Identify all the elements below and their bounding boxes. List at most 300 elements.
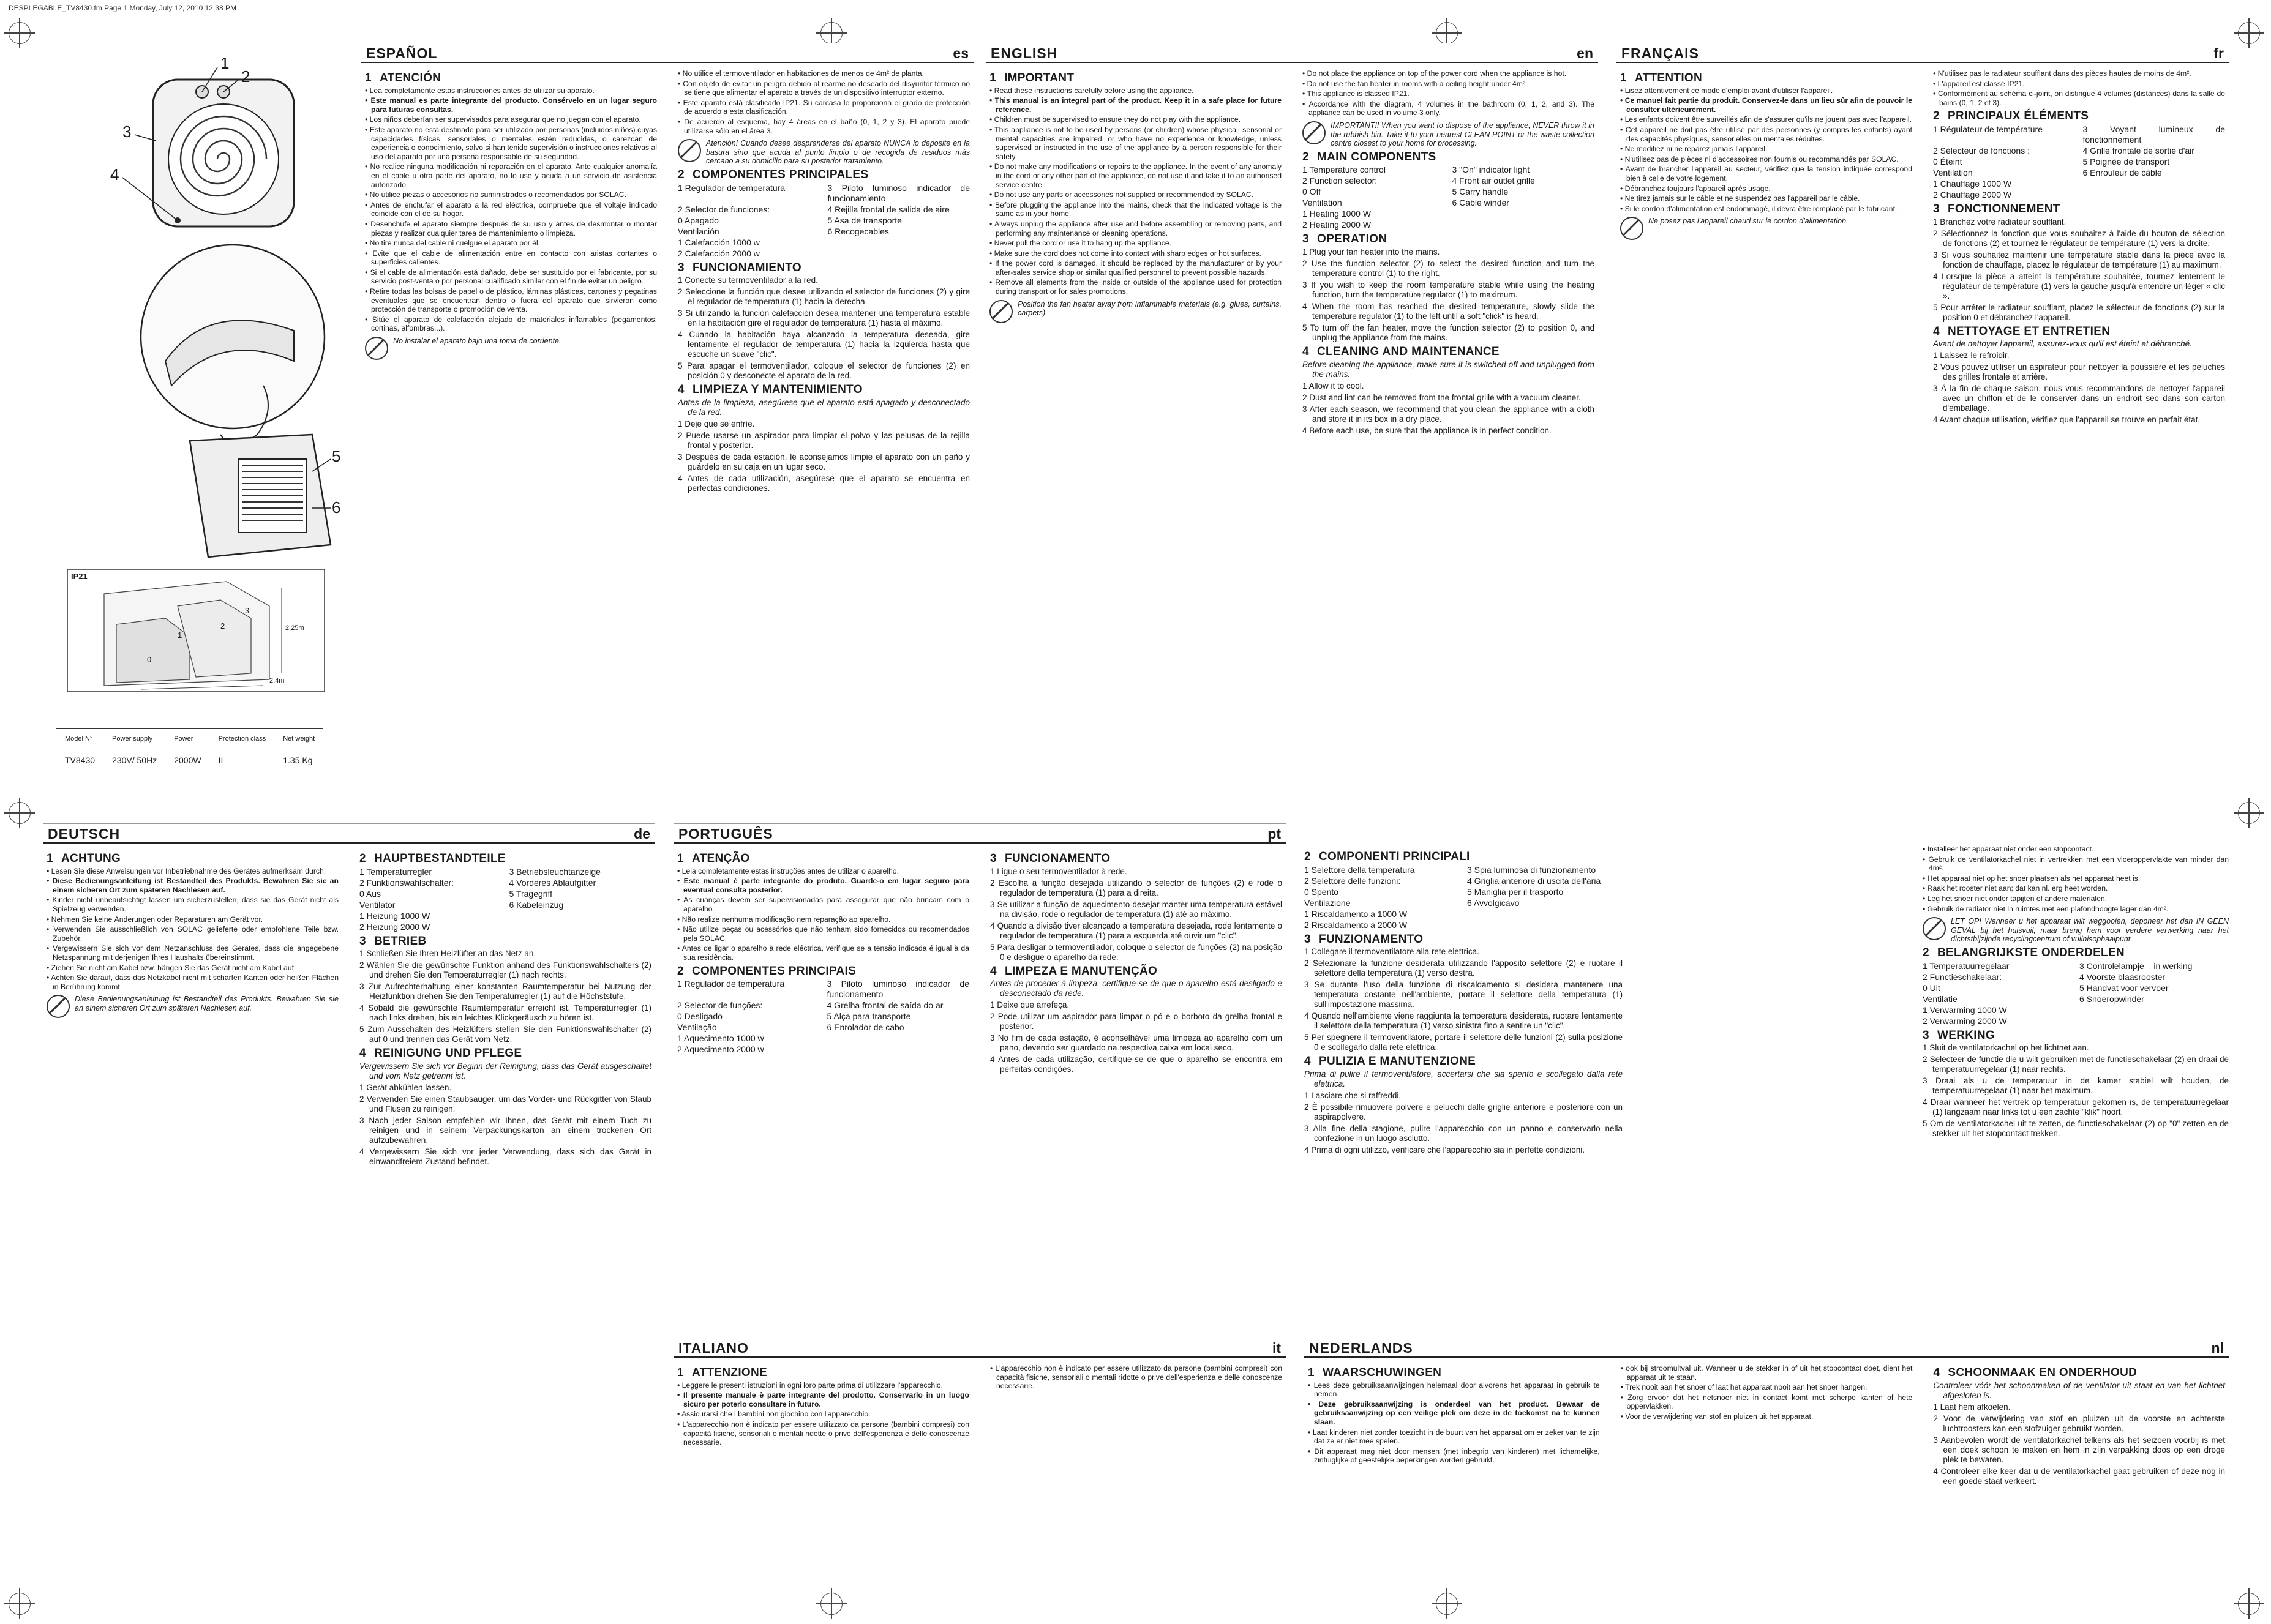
step: 4 Antes de cada utilización, asegúrese que el aparato se encuentra en perfectas condiciones.: [678, 473, 970, 493]
section-heading: 3 FONCTIONNEMENT: [1933, 202, 2060, 215]
bullet: • ook bij stroomuitval uit. Wanneer u de stekker in of uit het stopcontact doet, dient het apparaat uit te staan.: [1621, 1364, 1913, 1382]
bullet: • Diese Bedienungsanleitung ist Bestandteil des Produkts. Bewahren Sie sie an einem sicheren Ort zum späteren Nachlesen auf.: [47, 877, 339, 894]
step: 4 Draai wanneer het vertrek op temperatuur gekomen is, de temperatuurregelaar (1) langzaam naar links tot u een zachte "klik" hoort.: [1923, 1098, 2229, 1117]
component-item: 0 Éteint: [1933, 156, 1962, 167]
bullet: • No utilice piezas o accesorios no suministrados o recomendados por SOLAC.: [365, 190, 657, 200]
language-bar: [1616, 43, 2229, 63]
component-item: 1 Aquecimento 1000 w: [677, 1033, 764, 1044]
bullet: • No realice ninguna modificación ni reparación en el aparato. Ante cualquier anomalía en el cable u otra parte del aparato, no lo use y acuda a un servicio de asistencia autorizado.: [365, 162, 657, 189]
step: 1 Gerät abkühlen lassen.: [359, 1082, 452, 1092]
step: 1 Schließen Sie Ihren Heizlüfter an das Netz an.: [359, 949, 536, 959]
bullet: • L'apparecchio non è indicato per essere utilizzato da persone (bambini compresi) con capacità fisiche, sensoriali o mentali ridotte o prive dell'esperienza e delle conoscenze necessarie.: [677, 1420, 969, 1447]
warning-text: LET OP! Wanneer u het apparaat wilt weggooien, deponeer het dan IN GEEN GEVAL bij het huisvuil, maar breng hem voor verdere verwerking naar het dichtstbijzijnde recyclingcentrum of vuilnisophaalpunt.: [1951, 917, 2229, 944]
step: 2 Vous pouvez utiliser un aspirateur pour nettoyer la poussière et les peluches des grilles frontale et arrière.: [1933, 362, 2225, 382]
callout-6: 6: [332, 498, 341, 517]
step: 4 Controleer elke keer dat u de ventilatorkachel gaat gebruiken of deze nog in een goede staat verkeert.: [1933, 1466, 2226, 1486]
language-bar: [674, 1338, 1286, 1358]
section-heading: 1 ATTENTION: [1620, 72, 1703, 84]
bullet: • Do not use the fan heater in rooms with a ceiling height under 4m².: [1302, 80, 1594, 89]
bullet: • Não realize nenhuma modificação nem reparação ao aparelho.: [677, 915, 969, 924]
column: [677, 850, 969, 1076]
bullet: • Conformément au schéma ci-joint, on distingue 4 volumes (distances) dans la salle de bains (0, 1, 2 et 3).: [1933, 89, 2225, 107]
section-heading: 1 ATTENZIONE: [677, 1366, 767, 1379]
component-item: Ventilación: [678, 226, 719, 236]
column: [1308, 1364, 1600, 1488]
bullet: • Trek nooit aan het snoer of laat het apparaat nooit aan het snoer hangen.: [1621, 1383, 1913, 1392]
component-item: 2 Selector de funções:: [677, 1000, 763, 1011]
step: 4 Quando nell'ambiente viene raggiunta la temperatura desiderata, ruotare lentamente il selettore della temperatura (1) verso sinistra fino a sentire un "clic".: [1304, 1011, 1623, 1031]
bullet: • Avant de brancher l'appareil au secteur, vérifiez que la tension indiquée correspond bien à celle de votre logement.: [1620, 165, 1912, 182]
component-item: 3 Voyant lumineux de fonctionnement: [2082, 124, 2225, 144]
step: 1 Plug your fan heater into the mains.: [1302, 247, 1440, 256]
bullet: • Lesen Sie diese Anweisungen vor Inbetriebnahme des Gerätes aufmerksam durch.: [47, 867, 339, 876]
step: 1 Deixe que arrefeça.: [990, 1000, 1070, 1010]
bullet: • Ziehen Sie nicht am Kabel bzw. hängen Sie das Gerät nicht am Kabel auf.: [47, 964, 339, 973]
bullet: • Always unplug the appliance after use and before assembling or removing parts, and performing any maintenance or cleaning operations.: [989, 220, 1282, 238]
bullet: • Accordance with the diagram, 4 volumes in the bathroom (0, 1, 2, and 3). The appliance can be used in volume 3 only.: [1302, 100, 1594, 118]
component-item: 5 Carry handle: [1452, 187, 1509, 197]
component-item: 6 Recogecables: [827, 226, 889, 236]
component-item: 0 Off: [1302, 187, 1321, 197]
bullet: • Raak het rooster niet aan; dat kan nl. erg heet worden.: [1923, 884, 2229, 893]
language-bar: [361, 43, 974, 63]
component-item: 5 Tragegriff: [509, 888, 553, 899]
language-code: it: [1272, 1340, 1281, 1356]
bullet: • If the power cord is damaged, it should be replaced by the manufacturer or by your after-sales service shop or similar qualified personnel to prevent possible hazards.: [989, 259, 1282, 277]
registration-mark: [1436, 1593, 1458, 1615]
language-bar: [986, 43, 1598, 63]
step: 5 Zum Ausschalten des Heizlüfters stellen Sie den Funktionswahlschalter (2) auf 0 und trennen das Gerät vom Netz.: [359, 1025, 651, 1044]
bullet: • Leg het snoer niet onder tapijten of andere materialen.: [1923, 894, 2229, 904]
bullet: • Este manual é parte integrante do produto. Guarde-o em lugar seguro para eventual consulta posterior.: [677, 877, 969, 894]
step: 4 Vergewissern Sie sich vor jeder Verwendung, dass sich das Gerät in einwandfreiem Zustand befindet.: [359, 1147, 651, 1166]
component-item: 5 Asa de transporte: [827, 215, 902, 225]
bullet: • Deze gebruiksaanwijzing is onderdeel van het product. Bewaar de gebruiksaanwijzing op een veilige plek om deze in de toekomst na te kunnen slaan.: [1308, 1400, 1600, 1427]
step: 1 Collegare il termoventilatore alla rete elettrica.: [1304, 947, 1479, 957]
bullet: • Este aparato está clasificado IP21. Su carcasa le proporciona el grado de protección de acuerdo a esta clasificación.: [678, 99, 970, 116]
step: 4 When the room has reached the desired temperature, slowly slide the temperature regulator (1) to the left until a soft "click" is heard.: [1302, 301, 1594, 321]
specification-table: [56, 728, 323, 771]
component-item: 2 Riscaldamento a 2000 W: [1304, 919, 1408, 930]
spec-supply: 230V/ 50Hz: [112, 755, 157, 765]
component-item: 6 Avvolgicavo: [1467, 897, 1520, 908]
component-item: Ventilazione: [1304, 897, 1351, 908]
product-illustration: [110, 43, 343, 582]
component-item: 0 Apagado: [678, 215, 719, 225]
registration-mark: [2238, 802, 2260, 824]
disposal-warning: [1923, 917, 2229, 944]
component-item: 0 Spento: [1304, 886, 1339, 897]
component-item: 2 Calefacción 2000 w: [678, 248, 760, 258]
warning-text: Atención! Cuando desee desprenderse del aparato NUNCA lo deposite en la basura sino que acuda al punto limpio o de recogida de residuos más cercano a su domicilio para su posterior tratamiento.: [706, 139, 970, 166]
components-list: [359, 867, 651, 932]
section-heading: 2 COMPONENTI PRINCIPALI: [1304, 850, 1470, 863]
bullet: • Read these instructions carefully before using the appliance.: [989, 86, 1282, 95]
bullet: • Do not place the appliance on top of the power cord when the appliance is hot.: [1302, 69, 1594, 78]
component-item: 1 Chauffage 1000 W: [1933, 178, 2012, 189]
registration-mark: [820, 1593, 843, 1615]
bullet: • Children must be supervised to ensure they do not play with the appliance.: [989, 115, 1282, 124]
language-bar: [1304, 1338, 2229, 1358]
ip-label: IP21: [71, 572, 88, 581]
language-bar: [43, 823, 655, 844]
column: [1304, 823, 1623, 1155]
bullet: • Leggere le presenti istruzioni in ogni loro parte prima di utilizzare l'apparecchio.: [677, 1381, 969, 1390]
step: 2 Puede usarse un aspirador para limpiar el polvo y las pelusas de la rejilla frontal y posterior.: [678, 430, 970, 450]
spec-power: 2000W: [174, 755, 201, 765]
bullet: • Verwenden Sie ausschließlich von SOLAC gelieferte oder empfohlene Teile bzw. Zubehör.: [47, 925, 339, 943]
component-item: 6 Enrolador de cabo: [827, 1022, 904, 1033]
component-item: 3 Piloto luminoso indicador de funcionamento: [827, 979, 969, 1000]
section-english: [986, 43, 1598, 796]
bullet: • N'utilisez pas de pièces ni d'accessoires non fournis ou recommandés par SOLAC.: [1620, 155, 1912, 164]
callout-5: 5: [332, 447, 341, 465]
bullet: • This appliance is classed IP21.: [1302, 89, 1594, 99]
step: 1 Laissez-le refroidir.: [1933, 351, 2010, 361]
step: 5 Para desligar o termoventilador, coloque o selector de funções (2) na posição 0 e desligue o aparelho da rede.: [990, 942, 1282, 962]
height-dimension: 2,25m: [285, 624, 304, 632]
section-heading: 1 IMPORTANT: [989, 72, 1075, 84]
component-item: 5 Maniglia per il trasporto: [1467, 886, 1564, 897]
section-heading: 4 CLEANING AND MAINTENANCE: [1302, 345, 1500, 358]
step: 4 Quando a divisão tiver alcançado a temperatura desejada, rode lentamente o regulador de temperatura (1) para a esquerda até ouvir um "clic".: [990, 921, 1282, 940]
step: 3 Aanbevolen wordt de ventilatorkachel telkens als het seizoen voorbij is met een doek schoon te maken en hem in zijn verpakking doos op een droge plek te bewaren.: [1933, 1435, 2226, 1464]
step: 1 Laat hem afkoelen.: [1933, 1402, 2011, 1412]
disposal-warning: [1302, 121, 1594, 148]
warning-text: Ne posez pas l'appareil chaud sur le cordon d'alimentation.: [1648, 217, 1849, 226]
warning-text: Position the fan heater away from inflammable materials (e.g. glues, curtains, carpets).: [1018, 299, 1282, 318]
bullet: • Het apparaat niet op het snoer plaatsen als het apparaat heet is.: [1923, 874, 2229, 883]
bullet: • Lees deze gebruiksaanwijzingen helemaal door alvorens het apparaat in gebruik te nemen.: [1308, 1381, 1600, 1399]
column: [990, 850, 1282, 1076]
language-code: de: [634, 826, 650, 842]
spec-header-weight: Net weight: [274, 729, 323, 749]
component-item: 1 Temperatuurregelaar: [1923, 960, 2010, 971]
spec-header-row: [56, 729, 323, 749]
warning-block: [1620, 217, 1912, 240]
language-title: PORTUGUÊS: [678, 826, 773, 842]
component-item: 0 Uit: [1923, 982, 1940, 993]
bullet: • Never pull the cord or use it to hang up the appliance.: [989, 239, 1282, 248]
section-italiano-continued: [1304, 823, 1623, 1331]
component-item: 6 Cable winder: [1452, 198, 1509, 208]
component-item: 3 Betriebsleuchtanzeige: [509, 866, 601, 877]
language-bar: [674, 823, 1286, 844]
step: 2 Dust and lint can be removed from the frontal grille with a vacuum cleaner.: [1302, 392, 1581, 402]
warning-text: IMPORTANT!! When you want to dispose of the appliance, NEVER throw it in the rubbish bin. Take it to your nearest CLEAN POINT or the waste collection centre closest to your home for processing.: [1331, 121, 1594, 148]
component-item: 1 Heating 1000 W: [1302, 209, 1372, 219]
step: 5 Per spegnere il termoventilatore, portare il selettore delle funzioni (2) sulla posizione 0 e scollegarlo dalla rete elettrica.: [1304, 1033, 1623, 1052]
language-title: ITALIANO: [678, 1340, 749, 1356]
components-list: [1933, 124, 2225, 200]
component-item: 5 Poignée de transport: [2082, 156, 2170, 167]
bullet: • Los niños deberían ser supervisados para asegurar que no juegan con el aparato.: [365, 115, 657, 124]
column: [678, 69, 970, 495]
component-item: Ventilation: [1933, 167, 1973, 178]
step: 3 Zur Aufrechterhaltung einer konstanten Raumtemperatur bei Nutzung der Heizfunktion drehen Sie den Temperaturregler (1) auf die Höchststufe.: [359, 982, 651, 1001]
component-item: 4 Vorderes Ablaufgitter: [509, 877, 596, 888]
bullet: • Lisez attentivement ce mode d'emploi avant d'utiliser l'appareil.: [1620, 86, 1912, 95]
step: Prima di pulire il termoventilatore, accertarsi che sia spento e scollegato dalla rete elettrica.: [1304, 1069, 1623, 1088]
component-item: 1 Temperaturregler: [359, 866, 432, 877]
section-heading: 3 FUNZIONAMENTO: [1304, 932, 1424, 946]
step: 4 Before each use, be sure that the appliance is in perfect condition.: [1302, 425, 1552, 435]
step: 4 Avant chaque utilisation, vérifiez que l'appareil se trouve en parfait état.: [1933, 415, 2201, 425]
component-item: 1 Riscaldamento a 1000 W: [1304, 908, 1408, 919]
bullet: • L'apparecchio non è indicato per essere utilizzato da persone (bambini compresi) con capacità fisiche, sensoriali o mentali ridotte o prive dell'esperienza e delle conoscenze necessarie.: [990, 1364, 1282, 1391]
bullet: • Remove all elements from the inside or outside of the appliance used for protection during transport or for sales promotions.: [989, 278, 1282, 296]
column: [1620, 69, 1912, 427]
step: 2 Sélectionnez la fonction que vous souhaitez à l'aide du bouton de sélection de fonctions (2) et tournez le régulateur de température (1) vers la droite.: [1933, 228, 2225, 248]
column: [47, 850, 339, 1169]
component-item: 1 Verwarming 1000 W: [1923, 1005, 2007, 1015]
step: 1 Sluit de ventilatorkachel op het lichtnet aan.: [1923, 1043, 2089, 1053]
components-list: [1304, 865, 1623, 930]
bullet: • Laat kinderen niet zonder toezicht in de buurt van het apparaat om er zeker van te zijn dat ze er niet mee spelen.: [1308, 1428, 1600, 1446]
bullet: • Voor de verwijdering van stof en pluizen uit het apparaat.: [1621, 1412, 1913, 1421]
language-code: nl: [2211, 1340, 2224, 1356]
bullet: • No utilice el termoventilador en habitaciones de menos de 4m² de planta.: [678, 69, 970, 78]
component-item: 0 Desligado: [677, 1011, 723, 1022]
component-item: 2 Verwarming 2000 W: [1923, 1016, 2007, 1026]
step: 3 Después de cada estación, le aconsejamos limpie el aparato con un paño y guárdelo en su caja en un lugar seco.: [678, 452, 970, 471]
component-item: 2 Funktionswahlschalter:: [359, 877, 454, 888]
section-heading: 2 MAIN COMPONENTS: [1302, 150, 1436, 163]
registration-mark: [9, 1593, 31, 1615]
bullet: • Con objeto de evitar un peligro debido al rearme no deseado del disyuntor térmico no se tiene que alimentar el aparato a través de un dispositivo interruptor externo.: [678, 80, 970, 97]
components-list: [678, 183, 970, 259]
components-list: [1923, 961, 2229, 1027]
callout-1: 1: [220, 54, 230, 72]
print-header-line: DESPLEGABLE_TV8430.fm Page 1 Monday, July 12, 2010 12:38 PM: [9, 4, 236, 12]
component-item: Ventilatie: [1923, 993, 1958, 1004]
zone-1-label: 1: [178, 631, 182, 640]
width-dimension: 2,4m: [269, 677, 285, 684]
component-item: 2 Heating 2000 W: [1302, 220, 1372, 230]
section-heading: 1 ATENCIÓN: [365, 72, 441, 84]
column: [1933, 1364, 2225, 1488]
bullet: • Desenchufe el aparato siempre después de su uso y antes de desmontar o montar piezas y realizar cualquier tarea de mantenimiento o limpieza.: [365, 220, 657, 238]
step: 2 Voor de verwijdering van stof en pluizen uit de voorste en achterste luchtroosters kan een stofzuiger gebruikt worden.: [1933, 1413, 2226, 1433]
component-item: 3 Controlelampje – in werking: [2079, 960, 2193, 971]
component-item: 0 Aus: [359, 888, 381, 899]
component-item: 3 Spia luminosa di funzionamento: [1467, 864, 1596, 875]
language-title: ESPAÑOL: [366, 45, 438, 61]
warning-block: [365, 337, 657, 360]
step: 3 Si utilizando la función calefacción desea mantener una temperatura estable en la habitación gire el regulador de temperatura (1) hasta el máximo.: [678, 309, 970, 328]
section-heading: 4 REINIGUNG UND PFLEGE: [359, 1047, 522, 1060]
step: 1 Deje que se enfríe.: [678, 419, 755, 428]
step: 3 No fim de cada estação, é aconselhável uma limpeza ao aparelho com um pano, devendo ser guardado na respectiva caixa em local seco.: [990, 1033, 1282, 1053]
bullet: • This appliance is not to be used by persons (or children) whose physical, sensorial or mental capacities are impaired, or who have no experience or knowledge, unless supervised or instructed in the use of the appliance by a person responsible for their safety.: [989, 125, 1282, 161]
section-portugues: [674, 823, 1286, 1331]
bullet: • Zorg ervoor dat het netsnoer niet in contact komt met scherpe kanten of hete oppervlakken.: [1621, 1393, 1913, 1411]
section-heading: 2 COMPONENTES PRINCIPALES: [678, 168, 869, 181]
section-heading: 2 PRINCIPAUX ÉLÉMENTS: [1933, 110, 2089, 123]
bullet: • This manual is an integral part of the product. Keep it in a safe place for future reference.: [989, 96, 1282, 114]
bullet: • Before plugging the appliance into the mains, check that the indicated voltage is the same as in your home.: [989, 201, 1282, 219]
bullet: • Ne modifiez ni ne réparez jamais l'appareil.: [1620, 144, 1912, 154]
spec-header-class: Protection class: [210, 729, 275, 749]
section-francais: [1616, 43, 2229, 796]
section-heading: 3 FUNCIONAMENTO: [990, 852, 1111, 865]
bullet: • N'utilisez pas le radiateur soufflant dans des pièces hautes de moins de 4m².: [1933, 69, 2225, 78]
step: Antes de proceder à limpeza, certifique-se de que o aparelho está desligado e desconectado da rede.: [990, 979, 1282, 998]
component-item: 2 Sélecteur de fonctions :: [1933, 145, 2030, 155]
warning-text: Diese Bedienungsanleitung ist Bestandteil des Produkts. Bewahren Sie sie an einem sicheren Ort zum späteren Nachlesen auf.: [75, 995, 339, 1012]
section-heading: 4 SCHOONMAAK EN ONDERHOUD: [1933, 1366, 2138, 1379]
section-nederlands: [1304, 1338, 2229, 1582]
component-item: 3 Piloto luminoso indicador de funcionamiento: [827, 182, 970, 203]
component-item: 4 Griglia anteriore di uscita dell'aria: [1467, 875, 1601, 886]
bullet: • Dit apparaat mag niet door mensen (met inbegrip van kinderen) met lichamelijke, zintuiglijke of geestelijke beperkingen worden gebruikt.: [1308, 1447, 1600, 1465]
components-list: [1302, 165, 1594, 230]
step: 2 È possibile rimuovere polvere e pelucchi dalle griglie anteriore e posteriore con un aspirapolvere.: [1304, 1102, 1623, 1121]
warning-block: [989, 300, 1282, 323]
registration-mark: [1436, 22, 1458, 44]
component-item: 2 Chauffage 2000 W: [1933, 189, 2012, 200]
section-heading: 3 WERKING: [1923, 1028, 1995, 1042]
bin-crossed-icon: [1302, 121, 1326, 144]
step: 4 Cuando la habitación haya alcanzado la temperatura deseada, gire lentamente el regulador de temperatura (1) hacia la izquierda hasta que escuche un suave "clic".: [678, 330, 970, 359]
step: 3 À la fin de chaque saison, nous vous recommandons de nettoyer l'appareil avec un chiffon et de le conserver dans un endroit sec dans son carton d'emballage.: [1933, 384, 2225, 413]
heater-drawing: [110, 43, 343, 582]
warning-block: [47, 995, 339, 1018]
component-item: Ventilation: [1302, 198, 1342, 208]
step: 4 Sobald die gewünschte Raumtemperatur erreicht ist, Temperaturregler (1) nach links drehen, bis ein leichtes Klickgeräusch zu hören ist.: [359, 1003, 651, 1023]
component-item: 5 Alça para transporte: [827, 1011, 911, 1022]
component-item: 1 Régulateur de température: [1933, 124, 2043, 134]
language-title: NEDERLANDS: [1309, 1340, 1413, 1356]
column: [677, 1364, 969, 1448]
component-item: 6 Enrouleur de câble: [2082, 167, 2162, 178]
bullet: • Leia completamente estas instruções antes de utilizar o aparelho.: [677, 867, 969, 876]
bullet: • Gebruik de radiator niet in ruimtes met een plafondhoogte lager dan 4m².: [1923, 905, 2229, 914]
prohibited-icon: [365, 337, 388, 360]
component-item: 2 Aquecimento 2000 w: [677, 1044, 764, 1055]
zone-3-label: 3: [245, 606, 250, 615]
section-heading: 4 NETTOYAGE ET ENTRETIEN: [1933, 324, 2111, 338]
registration-mark: [2238, 1593, 2260, 1615]
component-item: 4 Front air outlet grille: [1452, 176, 1535, 186]
column: [365, 69, 657, 495]
bullet: • Installeer het apparaat niet onder een stopcontact.: [1923, 845, 2229, 854]
step: 5 To turn off the fan heater, move the function selector (2) to position 0, and unplug the appliance from the mains.: [1302, 323, 1594, 342]
component-item: 1 Selettore della temperatura: [1304, 864, 1415, 875]
bullet: • Kinder nicht unbeaufsichtigt lassen um sicherzustellen, dass sie das Gerät nicht als Spielzeug verwenden.: [47, 896, 339, 913]
component-item: 4 Rejilla frontal de salida de aire: [827, 204, 950, 214]
step: 5 Om de ventilatorkachel uit te zetten, de functieschakelaar (2) op "0" zetten en de stekker uit het stopcontact trekken.: [1923, 1119, 2229, 1139]
section-heading: 1 WAARSCHUWINGEN: [1308, 1366, 1442, 1379]
step: 2 Escolha a função desejada utilizando o selector de funções (2) e rode o regulador de temperatura (1) para a direita.: [990, 878, 1282, 897]
bullet: • Este manual es parte integrante del producto. Consérvelo en un lugar seguro para futuras consultas.: [365, 96, 657, 114]
registration-mark: [9, 802, 31, 824]
component-item: 6 Snoeropwinder: [2079, 993, 2144, 1004]
section-heading: 3 BETRIEB: [359, 934, 427, 948]
step: 3 Se utilizar a função de aquecimento desejar manter uma temperatura estável na divisão, rode o regulador de temperatura (1) até ao máximo.: [990, 899, 1282, 919]
step: 3 Se durante l'uso della funzione di riscaldamento si desidera mantenere una temperatura costante nell'ambiente, portare il selettore della temperatura (1) sull'impostazione massima.: [1304, 980, 1623, 1009]
warning-text: No instalar el aparato bajo una toma de corriente.: [393, 337, 561, 346]
bullet: • Vergewissern Sie sich vor dem Netzanschluss des Gerätes, dass die angegebene Netzspannung mit derjenigen Ihres Haushalts übereinstimmt.: [47, 944, 339, 962]
step: 2 Verwenden Sie einen Staubsauger, um das Vorder- und Rückgitter von Staub und Flusen zu reinigen.: [359, 1094, 651, 1113]
section-heading: 4 PULIZIA E MANUTENZIONE: [1304, 1055, 1476, 1068]
spec-model: TV8430: [65, 755, 96, 765]
step: 1 Ligue o seu termoventilador à rede.: [990, 866, 1127, 876]
bullet: • No tire nunca del cable ni cuelgue el aparato por él.: [365, 239, 657, 248]
section-heading: 2 BELANGRIJKSTE ONDERDELEN: [1923, 946, 2125, 959]
callout-4: 4: [110, 165, 119, 184]
section-heading: 2 HAUPTBESTANDTEILE: [359, 852, 506, 865]
bullet: • Não utilize peças ou acessórios que não tenham sido fornecidos ou recomendados pela SOLAC.: [677, 925, 969, 943]
bullet: • Retire todas las bolsas de papel o de plástico, láminas plásticas, cartones y pegatinas eventuales que se encuentran dentro o fuera del aparato que sirvieron como protección de transporte o promoción de venta.: [365, 287, 657, 314]
component-item: 2 Selettore delle funzioni:: [1304, 875, 1401, 886]
bullet: • Do not make any modifications or repairs to the appliance. In the event of any anomaly in the cord or any other part of the appliance, do not use it and take it to an authorised service centre.: [989, 162, 1282, 189]
step: 3 If you wish to keep the room temperature stable while using the heating function, turn the temperature regulator (1) to maximum.: [1302, 280, 1594, 299]
bullet: • Cet appareil ne doit pas être utilisé par des personnes (y compris les enfants) ayant des capacités physiques, sensorielles ou mentales réduites.: [1620, 125, 1912, 143]
component-item: 1 Heizung 1000 W: [359, 910, 430, 921]
component-item: 4 Voorste blaasrooster: [2079, 971, 2166, 982]
step: 2 Selecteer de functie die u wilt gebruiken met de functieschakelaar (2) en draai de temperatuurregelaar (1) naar rechts.: [1923, 1055, 2229, 1074]
section-deutsch: [43, 823, 655, 1582]
column: [1933, 69, 2225, 427]
zone-0-label: 0: [147, 655, 152, 664]
step: 1 Lasciare che si raffreddi.: [1304, 1090, 1402, 1100]
component-item: 2 Functieschakelaar:: [1923, 971, 2002, 982]
bathroom-zones-diagram: [67, 569, 325, 692]
spec-class: II: [218, 755, 223, 765]
zone-2-label: 2: [220, 621, 225, 631]
column: [1302, 69, 1594, 438]
section-heading: 3 FUNCIONAMIENTO: [678, 261, 802, 274]
step: 3 Si vous souhaitez maintenir une température stable dans la pièce avec la fonction de chauffage, placez le régulateur de température (1) au maximum.: [1933, 250, 2225, 269]
bullet: • L'appareil est classé IP21.: [1933, 80, 2225, 89]
component-item: 2 Function selector:: [1302, 176, 1378, 186]
bullet: • De acuerdo al esquema, hay 4 áreas en el baño (0, 1, 2 y 3). El aparato puede utilizarse sólo en el área 3.: [678, 118, 970, 135]
bullet: • Evite que el cable de alimentación entre en contacto con aristas cortantes o superficies calientes.: [365, 249, 657, 267]
bullet: • Ce manuel fait partie du produit. Conservez-le dans un lieu sûr afin de pouvoir le consulter ultérieurement.: [1620, 96, 1912, 114]
language-title: FRANÇAIS: [1621, 45, 1699, 61]
prohibited-icon: [47, 995, 70, 1018]
bullet: • Gebruik de ventilatorkachel niet in vertrekken met een vloeroppervlakte van minder dan 4m².: [1923, 855, 2229, 873]
spec-header-power: Power: [165, 729, 209, 749]
step: 5 Para apagar el termoventilador, coloque el selector de funciones (2) en posición 0 y desconecte el aparato de la red.: [678, 361, 970, 381]
component-item: 1 Regulador de temperatura: [678, 182, 786, 193]
component-item: 1 Temperature control: [1302, 165, 1386, 175]
prohibited-icon: [989, 300, 1013, 323]
bullet: • Achten Sie darauf, dass das Netzkabel nicht mit scharfen Kanten oder heißen Flächen in Berührung kommt.: [47, 973, 339, 991]
component-item: 3 "On" indicator light: [1452, 165, 1530, 175]
bullet: • Lea completamente estas instrucciones antes de utilizar su aparato.: [365, 86, 657, 95]
step: 3 Nach jeder Saison empfehlen wir Ihnen, das Gerät mit einem Tuch zu reinigen und in seinem Verpackungskarton an einem trockenen Ort aufzubewahren.: [359, 1115, 651, 1145]
step: 4 Antes de cada utilização, certifique-se de que o aparelho se encontra em perfeitas condições.: [990, 1055, 1282, 1074]
section-heading: 1 ATENÇÃO: [677, 852, 750, 865]
step: 3 After each season, we recommend that you clean the appliance with a cloth and store it in its box in a dry place.: [1302, 404, 1594, 424]
registration-mark: [820, 22, 843, 44]
bullet: • Make sure the cord does not come into contact with sharp edges or hot surfaces.: [989, 249, 1282, 258]
components-list: [677, 979, 969, 1055]
spec-weight: 1.35 Kg: [283, 755, 313, 765]
step: 3 Draai als u de temperatuur in de kamer stabiel wilt houden, de temperatuurregelaar (1) naar het maximum.: [1923, 1076, 2229, 1096]
spec-row: [56, 749, 323, 772]
step: 1 Allow it to cool.: [1302, 381, 1364, 391]
bullet: • Débranchez toujours l'appareil après usage.: [1620, 184, 1912, 193]
step: 2 Selezionare la funzione desiderata utilizzando l'apposito selettore (2) e ruotare il selettore della temperatura (1) verso destra.: [1304, 959, 1623, 978]
bullet: • Assicurarsi che i bambini non giochino con l'apparecchio.: [677, 1410, 969, 1419]
component-item: 6 Kabeleinzug: [509, 899, 564, 910]
language-code: es: [953, 45, 969, 61]
component-item: 1 Regulador de temperatura: [677, 979, 785, 989]
step: 1 Conecte su termoventilador a la red.: [678, 275, 818, 285]
